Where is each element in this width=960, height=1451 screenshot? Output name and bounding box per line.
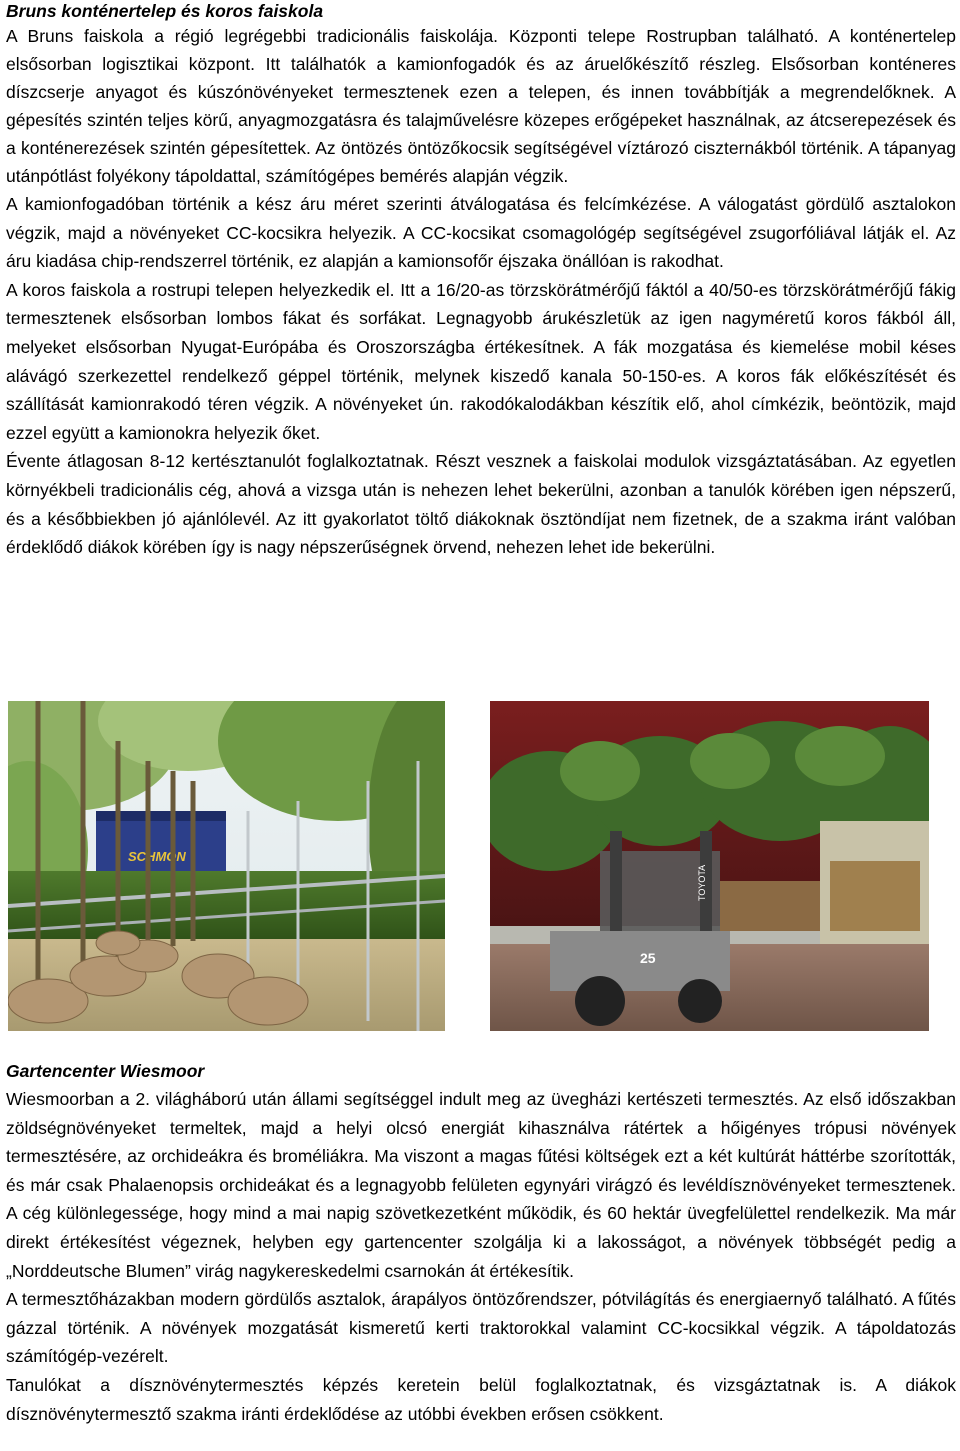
tree-nursery-photo: [8, 701, 445, 1031]
section-title-wiesmoor: Gartencenter Wiesmoor: [6, 1061, 205, 1081]
paragraph-kamionfogado: A kamionfogadóban történik a kész áru méret szerinti átválogatása és felcímkézése. A válogatást gördülő asztalokon végzik, majd a növényeket CC-kocsikra helyezik. A CC-kocsikat csomagológép segítségével zsugorfóliával látják el. Az áru kiadása chip-rendszerrel történik, ez alapján a kamionsofőr éjszaka önállóan is rakodhat.: [6, 194, 956, 272]
tree-nursery-image: [8, 701, 445, 1031]
forklift-photo: [490, 701, 929, 1031]
section-title-bruns: Bruns konténertelep és koros faiskola: [6, 1, 324, 21]
truck-brand-text: SCHMON: [128, 849, 186, 864]
section-wiesmoor: [6, 1058, 956, 1428]
paragraph-koros-faiskola: A koros faiskola a rostrupi telepen helyezkedik el. Itt a 16/20-as törzskörátmérőjű fáktól a 40/50-es törzskörátmérőjű fákig termesztenek elsősorban lombos fákat és sorfákat. Legnagyobb árukészletük az igen nagyméretű koros fákból áll, melyeket elsősorban Nyugat-Európába és Oroszországba értékesítnek. A fák mozgatása és kiemelése mobil késes alávágó szerkezettel rendelkező géppel történik, melynek kiszedő kanala 50-150-es. A koros fák előkészítését és szállítását kamionrakodó téren végzik. A növényeket ún. rakodókalodákban készítik elő, ahol címkézik, beöntözik, majd ezzel együtt a kamionokra helyezik őket.: [6, 279, 956, 443]
paragraph-wiesmoor-tanulok: Tanulókat a dísznövénytermesztés képzés keretein belül foglalkoztatnak, és vizsgáztatnak is. A diákok dísznövénytermesztő szakma iránti érdeklődése az utóbbi években erősen csökkent.: [6, 1374, 956, 1424]
section-bruns: [6, 0, 956, 562]
forklift-brand-text: TOYOTA: [697, 864, 707, 901]
forklift-model-text: 25: [640, 950, 656, 966]
paragraph-wiesmoor-intro: Wiesmoorban a 2. világháború után állami segítséggel indult meg az üvegházi kertészeti termesztés. Az első időszakban zöldségnövényeket termeltek, majd a helyi olcsó energiát kihasználva rátértek a hőigényes trópusi növények termesztésére, az orchideákra és broméliákra. Ma viszont a magas fűtési költségek ezt a két kultúrát háttérbe szorították, és már csak Phalaenopsis orchideákat és a legnagyobb felületen egynyári virágzó és levéldísznövényeket termesztenek. A cég különlegessége, hogy mind a mai napig szövetkezetként működik, és 60 hektár üvegfelülettel rendelkezik. Ma már direkt értékesítést végeznek, helyben egy gartencenter szolgálja ki a lakosságot, a növények többségét pedig a „Norddeutsche Blumen” virág nagykereskedelmi csarnokán át értékesítik.: [6, 1089, 956, 1281]
paragraph-bruns-intro: A Bruns faiskola a régió legrégebbi tradicionális faiskolája. Központi telepe Rostrupban található. A konténertelep elsősorban logisztikai központ. Itt találhatók a kamionfogadók és az áruelőkészítő részleg. Elsősorban konténeres díszcserje anyagot és kúszónövényeket termesztenek ezen a telepen, és innen továbbítják a megrendelőknek. A gépesítés szintén teljes körű, anyagmozgatásra és talajművelésre közepes erőgépeket használnak, az átcserepezések és a konténerezések szintén gépesítettek. Az öntözés öntözőkocsik segítségével víztározó ciszternákból történik. A tápanyag utánpótlást folyékony tápoldattal, számítógépes bemérés alapján végzik.: [6, 26, 956, 186]
paragraph-termesztohazak: A termesztőházakban modern gördülős asztalok, árapályos öntözőrendszer, pótvilágítás és energiaernyő található. A fűtés gázzal történik. A növények mozgatását kismeretű kerti traktorokkal valamint CC-kocsikkal végzik. A tápoldatozás számítógép-vezérelt.: [6, 1289, 956, 1367]
photo-row: [8, 701, 950, 1031]
paragraph-tanulok: Évente átlagosan 8-12 kertésztanulót foglalkoztatnak. Részt vesznek a faiskolai modulok vizsgáztatásában. Az egyetlen környékbeli tradicionális cég, ahová a vizsga után is nehezen lehet bekerülni, azonban a tanulók körében igen népszerű, és a későbbiekben jó ajánlólevél. Az itt gyakorlatot töltő diákoknak ösztöndíjat nem fizetnek, de a szakma iránt valóban érdeklődő diákok körében így is nagy népszerűségnek örvend, nehezen lehet ide bekerülni.: [6, 451, 956, 558]
forklift-image: [490, 701, 929, 1031]
